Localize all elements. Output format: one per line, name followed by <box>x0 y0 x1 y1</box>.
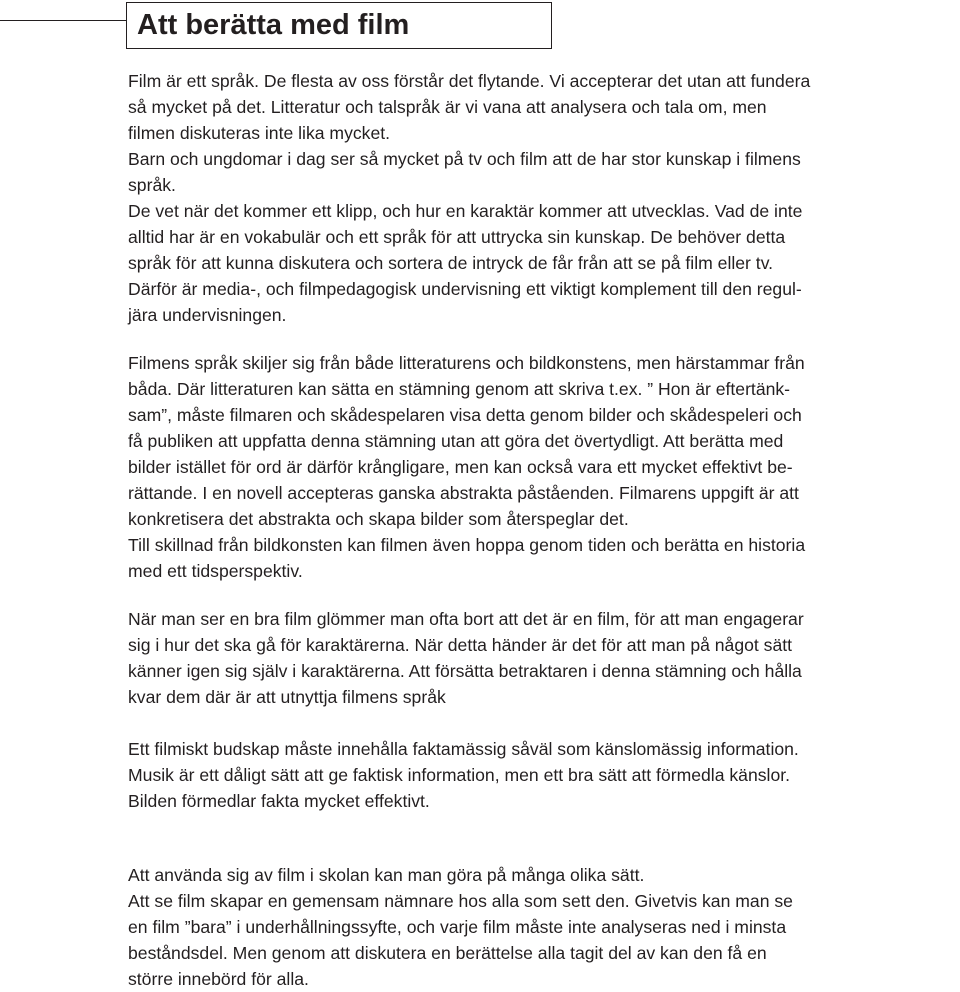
text-line: språk för att kunna diskutera och sortera de intryck de får från att se på film eller tv. <box>128 253 774 273</box>
text-line: få publiken att uppfatta denna stämning utan att göra det övertydligt. Att berätta med <box>128 431 784 451</box>
text-line: Musik är ett dåligt sätt att ge faktisk information, men ett bra sätt att förmedla känslor. <box>128 765 791 785</box>
text-line: filmen diskuteras inte lika mycket. <box>128 123 391 143</box>
text-line: en film ”bara” i underhållningssyfte, och varje film måste inte analyseras ned i minsta <box>128 917 787 937</box>
text-line: Till skillnad från bildkonsten kan filmen även hoppa genom tiden och berätta en historia <box>128 535 806 555</box>
text-line: båda. Där litteraturen kan sätta en stämning genom att skriva t.ex. ” Hon är eftertänk- <box>128 379 791 399</box>
page-title: Att berätta med film <box>137 9 410 41</box>
text-line: Att använda sig av film i skolan kan man göra på många olika sätt. <box>128 865 645 885</box>
text-line: sig i hur det ska gå för karaktärerna. När detta händer är det för att man på något sätt <box>128 635 793 655</box>
text-line: rättande. I en novell accepteras ganska abstrakta påståenden. Filmarens uppgift är att <box>128 483 799 503</box>
text-line: Barn och ungdomar i dag ser så mycket på tv och film att de har stor kunskap i filmens <box>128 149 801 169</box>
header-rule <box>0 20 127 21</box>
text-line: jära undervisningen. <box>128 305 287 325</box>
text-line: Film är ett språk. De flesta av oss förstår det flytande. Vi accepterar det utan att fundera <box>128 71 811 91</box>
text-line: språk. <box>128 175 176 195</box>
text-line: Därför är media-, och filmpedagogisk undervisning ett viktigt komplement till den regul- <box>128 279 802 299</box>
text-line: kvar dem där är att utnyttja filmens språk <box>128 687 446 707</box>
text-line: bilder istället för ord är därför krångligare, men kan också vara ett mycket effektivt be- <box>128 457 793 477</box>
text-line: alltid har är en vokabulär och ett språk för att uttrycka sin kunskap. De behöver detta <box>128 227 786 247</box>
text-line: Bilden förmedlar fakta mycket effektivt. <box>128 791 430 811</box>
text-line: så mycket på det. Litteratur och talspråk är vi vana att analysera och tala om, men <box>128 97 767 117</box>
text-line: beståndsdel. Men genom att diskutera en berättelse alla tagit del av kan den få en <box>128 943 767 963</box>
text-line: De vet när det kommer ett klipp, och hur en karaktär kommer att utvecklas. Vad de inte <box>128 201 803 221</box>
text-line: Ett filmiskt budskap måste innehålla faktamässig såväl som känslomässig information. <box>128 739 799 759</box>
text-line: Att se film skapar en gemensam nämnare hos alla som sett den. Givetvis kan man se <box>128 891 793 911</box>
text-line: känner igen sig själv i karaktärerna. Att försätta betraktaren i denna stämning och hålla <box>128 661 802 681</box>
text-line: större innebörd för alla. <box>128 969 309 989</box>
text-line: Filmens språk skiljer sig från både litteraturens och bildkonstens, men härstammar från <box>128 353 805 373</box>
text-line: konkretisera det abstrakta och skapa bilder som återspeglar det. <box>128 509 629 529</box>
text-line: med ett tidsperspektiv. <box>128 561 303 581</box>
title-box <box>126 2 552 49</box>
text-line: När man ser en bra film glömmer man ofta bort att det är en film, för att man engagerar <box>128 609 804 629</box>
text-line: sam”, måste filmaren och skådespelaren visa detta genom bilder och skådespeleri och <box>128 405 802 425</box>
